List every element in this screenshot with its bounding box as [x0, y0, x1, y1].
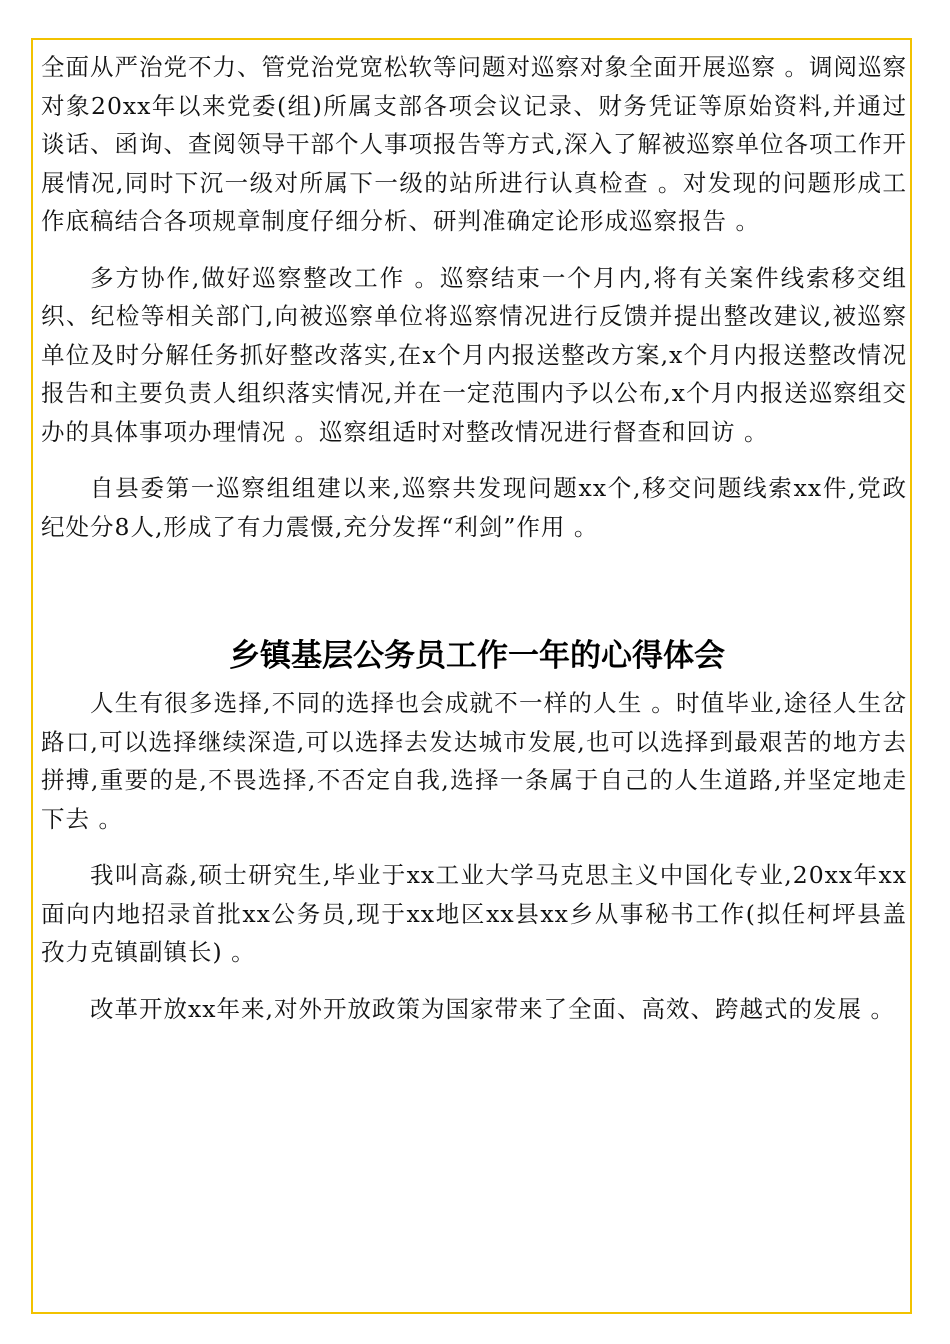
paragraph-rectification: 多方协作,做好巡察整改工作 。巡察结束一个月内,将有关案件线索移交组织、纪检等相关部门,向被巡察单位将巡察情况进行反馈并提出整改建议,被巡察单位及时分解任务抓好整改落实,在x个月内报送整改方案,x个月内报送整改情况报告和主要负责人组织落实情况,并在一定范围内予以公布,x个月内报送巡察组交办的具体事项办理情况 。巡察组适时对整改情况进行督查和回访 。 — [41, 263, 907, 446]
article-title: 乡镇基层公务员工作一年的心得体会 — [229, 638, 725, 674]
paragraph-inspection-method: 全面从严治党不力、管党治党宽松软等问题对巡察对象全面开展巡察 。调阅巡察对象20xx年以来党委(组)所属支部各项会议记录、财务凭证等原始资料,并通过谈话、函询、查阅领导干部个人事项报告等方式,深入了解被巡察单位各项工作开展情况,同时下沉一级对所属下一级的站所进行认真检查 。对发现的问题形成工作底稿结合各项规章制度仔细分析、研判准确定论形成巡察报告 。 — [41, 53, 907, 235]
paragraph-self-introduction: 我叫高淼,硕士研究生,毕业于xx工业大学马克思主义中国化专业,20xx年xx面向内地招录首批xx公务员,现于xx地区xx县xx乡从事秘书工作(拟任柯坪县盖孜力克镇副镇长) 。 — [41, 861, 907, 966]
paragraph-results: 自县委第一巡察组组建以来,巡察共发现问题xx个,移交问题线索xx件,党政纪处分8人,形成了有力震慑,充分发挥“利剑”作用 。 — [41, 474, 907, 541]
paragraph-life-choices: 人生有很多选择,不同的选择也会成就不一样的人生 。时值毕业,途径人生岔路口,可以选择继续深造,可以选择去发达城市发展,也可以选择到最艰苦的地方去拼搏,重要的是,不畏选择,不否定自我,选择一条属于自己的人生道路,并坚定地走下去 。 — [41, 689, 907, 833]
paragraph-reform-opening: 改革开放xx年来,对外开放政策为国家带来了全面、高效、跨越式的发展 。 — [90, 994, 895, 1023]
document-body — [41, 48, 907, 1028]
